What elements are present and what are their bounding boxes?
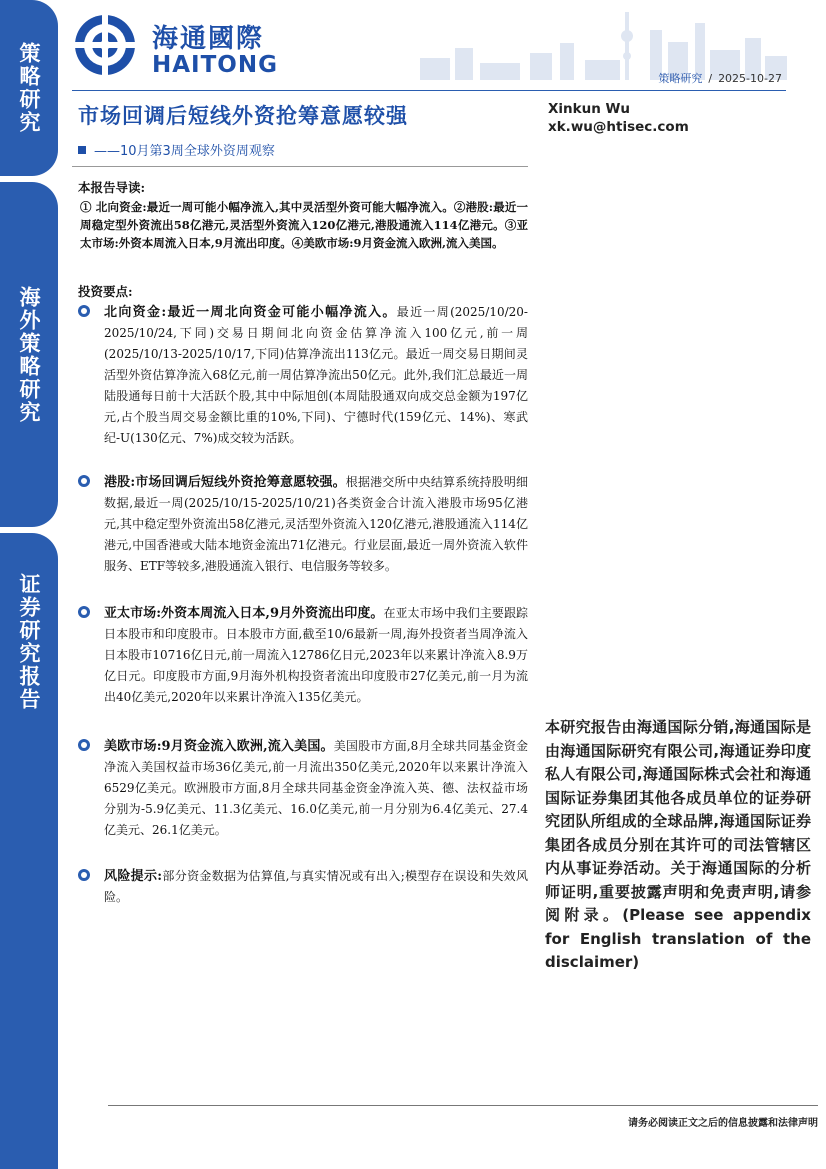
investment-point (78, 472, 528, 577)
report-subtitle (78, 140, 275, 159)
circle-bullet-icon (78, 606, 90, 618)
sidebar-tab-research-report (0, 533, 58, 1169)
circle-bullet-icon (78, 739, 90, 751)
point-body: 最近一周(2025/10/20-2025/10/24,下同)交易日期间北向资金估算净流入100亿元,前一周(2025/10/13-2025/10/17,下同)估算净流出113亿元。最近一周交易日期间灵活型外资估算净流入68亿元,前一周估算净流出50亿元。此外,我们汇总最近一周陆股通每日前十大活跃个股,其中中际旭创(本周陆股通双向成交总金额为197亿元,占个股当周交易金额比重的10%,下同)、宁德时代(159亿元、14%)、寒武纪-U(130亿元、7%)成交较为活跃。 (104, 305, 528, 445)
author-block (548, 100, 689, 136)
investment-point (78, 736, 528, 841)
report-date: 2025-10-27 (718, 72, 782, 85)
meta-separator: / (708, 72, 713, 85)
subtitle-text: ——10月第3周全球外资周观察 (94, 144, 275, 159)
square-bullet-icon (78, 146, 86, 154)
logo-name-en: HAITONG (152, 52, 278, 78)
investment-point (78, 603, 528, 708)
report-meta (658, 70, 782, 86)
circle-bullet-icon (78, 305, 90, 317)
risk-warning (78, 866, 528, 908)
footer-notice: 请务必阅读正文之后的信息披露和法律声明 (628, 1118, 818, 1129)
sidebar-label: 证券研究报告 (17, 573, 41, 711)
header-divider (72, 90, 786, 91)
guide-heading: 本报告导读: (78, 180, 146, 195)
investment-points-heading: 投资要点: (78, 284, 133, 299)
circle-bullet-icon (78, 475, 90, 487)
circle-bullet-icon (78, 869, 90, 881)
sidebar-label: 海外策略研究 (17, 285, 41, 424)
investment-point (78, 302, 528, 449)
sidebar-tab-strategy (0, 0, 58, 176)
point-lead: 北向资金:最近一周北向资金可能小幅净流入。 (104, 305, 397, 320)
author-name: Xinkun Wu (548, 101, 631, 117)
author-email[interactable]: xk.wu@htisec.com (548, 119, 689, 135)
company-logo (72, 12, 292, 78)
point-body: 美国股市方面,8月全球共同基金资金净流入美国权益市场36亿美元,前一月流出350亿美元,2020年以来累计净流入6529亿美元。欧洲股市方面,8月全球共同基金资金净流入英、德、法权益市场分别为-5.9亿美元、11.3亿美元、16.0亿美元,前一月分别为6.4亿美元、27.4亿美元、26.1亿美元。 (104, 739, 529, 837)
sidebar-tab-overseas-strategy (0, 182, 58, 527)
report-category: 策略研究 (658, 72, 703, 85)
point-lead: 亚太市场:外资本周流入日本,9月外资流出印度。 (104, 606, 384, 621)
guide-text: ① 北向资金:最近一周可能小幅净流入,其中灵活型外资可能大幅净流入。②港股:最近一周稳定型外资流出58亿港元,灵活型外资流入120亿港元,港股通流入114亿港元。③亚太市场:外资本周流入日本,9月流出印度。④美欧市场:9月资金流入欧洲,流入美国。 (80, 200, 528, 250)
footer-divider (108, 1105, 818, 1106)
logo-emblem-icon (72, 12, 142, 78)
point-body: 在亚太市场中我们主要跟踪日本股市和印度股市。日本股市方面,截至10/6最新一周,海外投资者当周净流入日本股市10716亿日元,前一周流入12786亿日元,2023年以来累计净流入8.9万亿日元。印度股市方面,9月海外机构投资者流出印度股市27亿美元,前一月为流出40亿美元,2020年以来累计净流入135亿美元。 (104, 606, 528, 704)
disclaimer-text: 本研究报告由海通国际分销,海通国际是由海通国际研究有限公司,海通证券印度私人有限公司,海通国际株式会社和海通国际证券集团其他各成员单位的证券研究团队所组成的全球品牌,海通国际证券集团各成员分别在其许可的司法管辖区内从事证券活动。关于海通国际的分析师证明,重要披露声明和免责声明,请参阅附录。(Please see appendix for English translation of the disclaimer) (545, 718, 811, 971)
point-lead: 风险提示: (104, 869, 163, 884)
point-lead: 美欧市场:9月资金流入欧洲,流入美国。 (104, 739, 334, 754)
sidebar-label: 策略研究 (17, 42, 41, 134)
report-title: 市场回调后短线外资抢筹意愿较强 (78, 104, 408, 128)
logo-name-cn: 海通國際 (152, 24, 265, 54)
sidebar (0, 0, 58, 1169)
point-body: 部分资金数据为估算值,与真实情况或有出入;模型存在误设和失效风险。 (104, 869, 528, 904)
point-body: 根据港交所中央结算系统持股明细数据,最近一周(2025/10/15-2025/10/21)各类资金合计流入港股市场95亿港元,其中稳定型外资流出58亿港元,灵活型外资流入120亿港元,港股通流入114亿港元,中国香港或大陆本地资金流出71亿港元。行业层面,最近一周外资流入软件服务、ETF等较多,港股通流入银行、电信服务等较多。 (104, 475, 528, 573)
point-lead: 港股:市场回调后短线外资抢筹意愿较强。 (104, 475, 346, 490)
subtitle-divider (72, 166, 528, 167)
